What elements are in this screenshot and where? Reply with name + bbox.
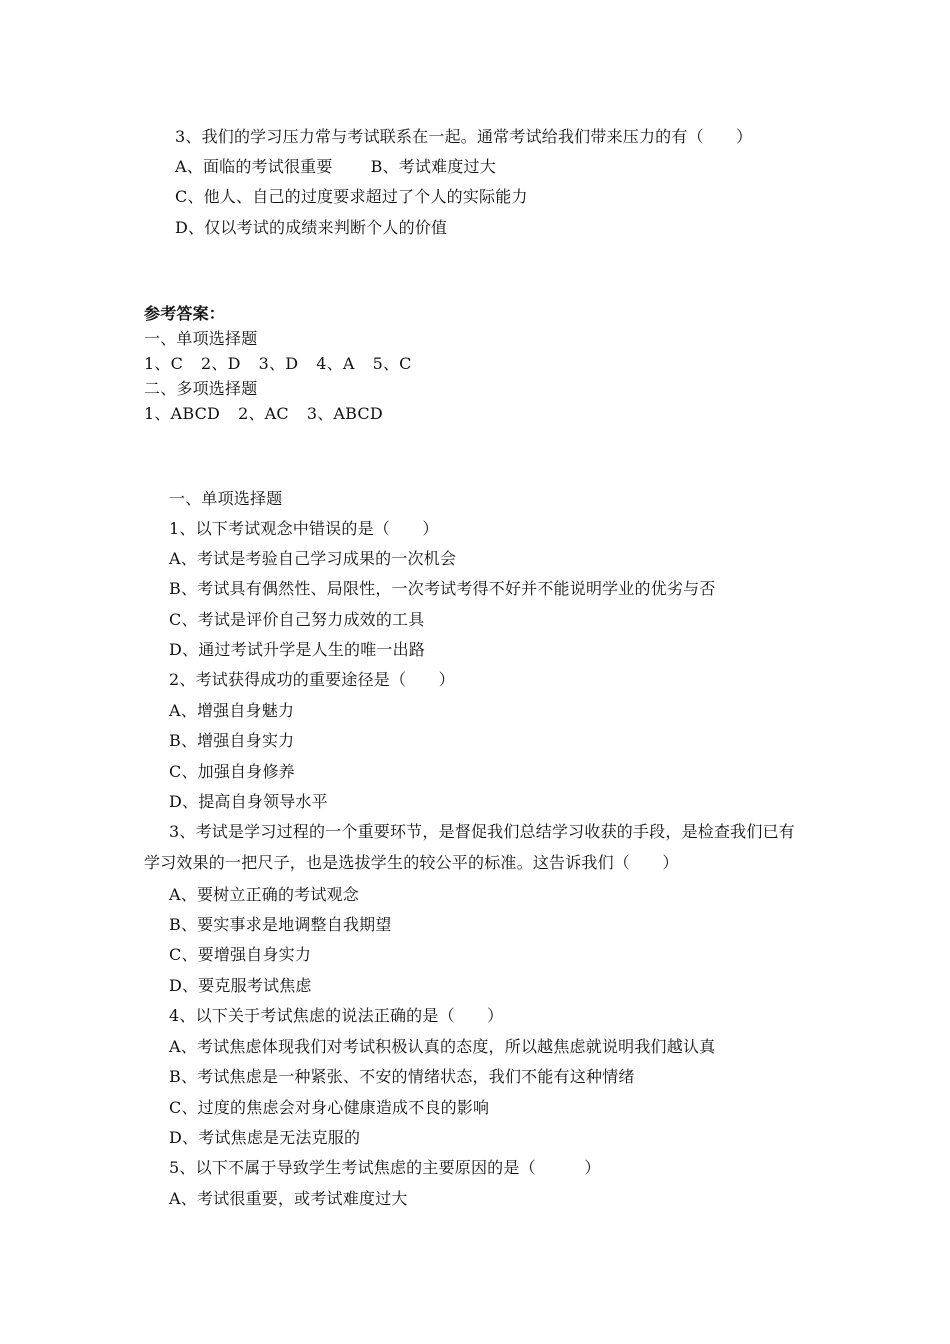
- answer-item: 2、AC: [238, 404, 289, 423]
- option-b: B、要实事求是地调整自我期望: [169, 915, 392, 934]
- option-c: C、考试是评价自己努力成效的工具: [169, 610, 425, 629]
- option-d: D、要克服考试焦虑: [169, 976, 312, 995]
- option-a: A、考试很重要，或考试难度过大: [169, 1189, 408, 1208]
- option-a: A、面临的考试很重要: [175, 157, 333, 176]
- answer-item: 3、ABCD: [306, 404, 383, 423]
- option-c: C、要增强自身实力: [169, 945, 312, 964]
- question-text: 4、以下关于考试焦虑的说法正确的是（ ）: [169, 1006, 504, 1025]
- option-d: D、仅以考试的成绩来判断个人的价值: [175, 218, 448, 237]
- option-c: C、过度的焦虑会对身心健康造成不良的影响: [169, 1098, 490, 1117]
- question-text: 5、以下不属于导致学生考试焦虑的主要原因的是（ ）: [169, 1158, 601, 1177]
- single-choice-heading: 一、单项选择题: [144, 329, 258, 348]
- option-d: D、通过考试升学是人生的唯一出路: [169, 640, 426, 659]
- question-text: 3、我们的学习压力常与考试联系在一起。通常考试给我们带来压力的有（ ）: [175, 127, 753, 146]
- section-heading: 一、单项选择题: [169, 489, 283, 508]
- question-text: 3、考试是学习过程的一个重要环节，是督促我们总结学习收获的手段，是检查我们已有: [169, 822, 795, 841]
- answer-item: 2、D: [201, 354, 241, 373]
- answer-item: 1、ABCD: [144, 404, 221, 423]
- option-d: D、提高自身领导水平: [169, 792, 328, 811]
- question-text: 2、考试获得成功的重要途径是（ ）: [169, 670, 455, 689]
- question-text-continued: 学习效果的一把尺子，也是选拔学生的较公平的标准。这告诉我们（ ）: [144, 853, 679, 872]
- option-a: A、考试焦虑体现我们对考试积极认真的态度，所以越焦虑就说明我们越认真: [169, 1037, 716, 1056]
- option-row: [175, 157, 496, 177]
- option-a: A、要树立正确的考试观念: [169, 885, 359, 904]
- answer-item: 5、C: [372, 354, 412, 373]
- option-b: B、增强自身实力: [169, 731, 295, 750]
- answer-item: 4、A: [316, 354, 355, 373]
- option-c: C、他人、自己的过度要求超过了个人的实际能力: [175, 187, 528, 206]
- multi-choice-heading: 二、多项选择题: [144, 379, 258, 398]
- option-a: A、考试是考验自己学习成果的一次机会: [169, 549, 457, 568]
- option-c: C、加强自身修养: [169, 762, 295, 781]
- option-a: A、增强自身魅力: [169, 701, 295, 720]
- option-d: D、考试焦虑是无法克服的: [169, 1128, 361, 1147]
- multi-choice-answers: [144, 404, 383, 424]
- option-b: B、考试焦虑是一种紧张、不安的情绪状态，我们不能有这种情绪: [169, 1067, 635, 1086]
- option-b: B、考试具有偶然性、局限性，一次考试考得不好并不能说明学业的优劣与否: [169, 579, 716, 598]
- answer-item: 1、C: [144, 354, 184, 373]
- single-choice-answers: [144, 354, 412, 374]
- answers-heading: 参考答案：: [144, 304, 226, 323]
- answer-item: 3、D: [258, 354, 299, 373]
- option-b: B、考试难度过大: [370, 157, 496, 176]
- question-text: 1、以下考试观念中错误的是（ ）: [169, 519, 439, 538]
